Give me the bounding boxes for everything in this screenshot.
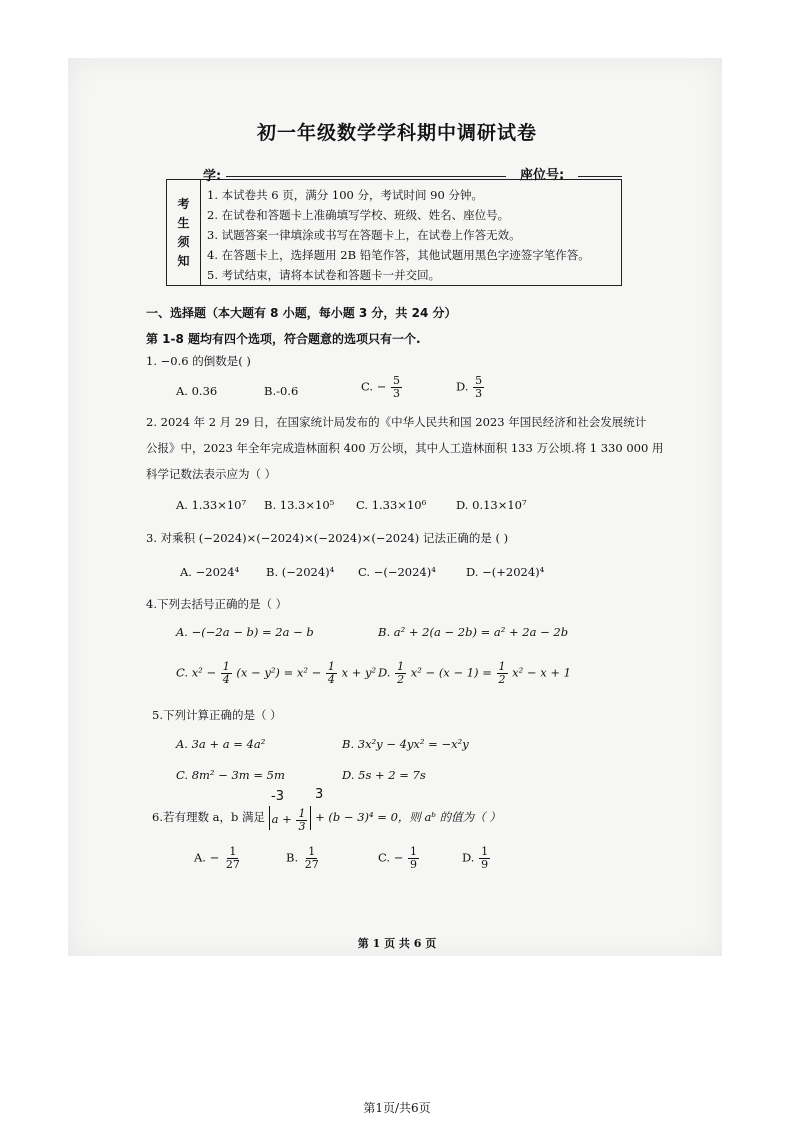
q6-option-b-label: B. [286, 850, 299, 865]
notice-item: 2. 在试卷和答题卡上准确填写学校、班级、姓名、座位号。 [207, 208, 510, 222]
notice-item: 5. 考试结束，请将本试卷和答题卡一并交回。 [207, 268, 441, 282]
q4-d-part: x² − (x − 1) = [410, 665, 492, 680]
section-title: 一、选择题（本大题有 8 小题，每小题 3 分，共 24 分） [146, 306, 457, 320]
q2-line-1: 2. 2024 年 2 月 29 日，在国家统计局发布的《中华人民共和国 2023 年国民经济和社会发展统计 [146, 415, 647, 429]
fraction [303, 846, 321, 871]
q6-option-c-label: C. − [378, 850, 404, 865]
numerator: 1 [298, 806, 306, 820]
absolute-value [269, 806, 312, 833]
denominator: 27 [304, 858, 319, 871]
numerator: 1 [498, 660, 506, 673]
numerator: 5 [475, 374, 483, 387]
notice-head-char: 须 [177, 234, 190, 249]
q5-option-a: A. 3a + a = 4a² [176, 737, 266, 751]
q1-option-d [456, 375, 485, 400]
numerator: 1 [308, 845, 316, 858]
page-number-outer: 第1页/共6页 [363, 1101, 431, 1115]
notice-item: 3. 试题答案一律填涂或书写在答题卡上，在试卷上作答无效。 [207, 228, 521, 242]
fraction [221, 661, 232, 686]
q4-stem: 4.下列去括号正确的是（ ） [146, 597, 288, 611]
denominator: 2 [498, 673, 506, 686]
section-subtitle: 第 1-8 题均有四个选项，符合题意的选项只有一个. [146, 332, 421, 346]
fraction [224, 846, 242, 871]
q3-option-d: D. −(+2024)⁴ [466, 565, 545, 579]
handwritten-note: 3 [315, 787, 324, 802]
notice-head-char: 考 [177, 196, 190, 211]
q6-option-a-label: A. − [194, 850, 220, 865]
denominator: 4 [222, 673, 230, 686]
notice-heading [167, 180, 201, 285]
handwritten-note: -3 [271, 789, 284, 804]
denominator: 9 [481, 858, 489, 871]
numerator: 1 [222, 660, 230, 673]
q3-option-c: C. −(−2024)⁴ [358, 565, 436, 579]
numerator: 1 [327, 660, 335, 673]
q4-c-part: (x − y²) = x² − [236, 665, 322, 680]
denominator: 3 [393, 387, 400, 400]
school-label: 学: [203, 169, 222, 184]
q2-option-c: C. 1.33×10⁶ [356, 498, 427, 512]
q6-option-c [378, 846, 420, 871]
q3-option-b: B. (−2024)⁴ [266, 565, 335, 579]
q4-d-part: D. [378, 665, 391, 680]
notice-item: 1. 本试卷共 6 页，满分 100 分，考试时间 90 分钟。 [207, 188, 483, 202]
q4-c-part: C. x² − [176, 665, 217, 680]
notice-list [207, 185, 590, 285]
q1-option-b: B.-0.6 [264, 384, 299, 398]
fraction [395, 661, 406, 686]
q6-option-d-label: D. [462, 850, 475, 865]
school-blank-line [226, 176, 506, 177]
fraction [473, 375, 484, 400]
denominator: 3 [475, 387, 483, 400]
q6-option-b [286, 846, 322, 871]
exam-notice-box [166, 179, 622, 286]
fraction [296, 808, 307, 833]
notice-item: 4. 在答题卡上，选择题用 2B 铅笔作答，其他试题用黑色字迹签字笔作答。 [207, 248, 590, 262]
notice-head-char: 生 [177, 215, 190, 230]
denominator: 2 [397, 673, 405, 686]
fraction [497, 661, 508, 686]
numerator: 1 [410, 845, 417, 858]
q4-option-a: A. −(−2a − b) = 2a − b [176, 625, 314, 639]
denominator: 9 [410, 858, 417, 871]
q4-c-part: x + y² [341, 665, 377, 680]
q5-stem: 5.下列计算正确的是（ ） [152, 708, 282, 722]
q1-option-a: A. 0.36 [176, 384, 218, 398]
exam-title: 初一年级数学学科期中调研试卷 [256, 122, 537, 144]
notice-head-char: 知 [177, 253, 190, 268]
q2-option-a: A. 1.33×10⁷ [176, 498, 247, 512]
q4-d-part: x² − x + 1 [512, 665, 571, 680]
q1-option-c [361, 375, 403, 400]
q2-option-d: D. 0.13×10⁷ [456, 498, 527, 512]
numerator: 1 [481, 845, 489, 858]
q3-stem: 3. 对乘积 (−2024)×(−2024)×(−2024)×(−2024) 记法正确的是 ( ) [146, 531, 509, 545]
q6-abs-text: a + [271, 812, 292, 826]
q6-stem [152, 804, 501, 833]
fraction [479, 846, 490, 871]
q2-line-2: 公报》中，2023 年全年完成造林面积 400 万公顷，其中人工造林面积 133 万公顷.将 1 330 000 用 [146, 441, 664, 455]
q4-option-b: B. a² + 2(a − 2b) = a² + 2a − 2b [378, 625, 569, 639]
q5-option-d: D. 5s + 2 = 7s [342, 768, 426, 782]
fraction [391, 375, 402, 400]
fraction [326, 661, 337, 686]
seat-blank-line [578, 176, 622, 177]
denominator: 27 [225, 858, 240, 871]
numerator: 5 [393, 374, 400, 387]
q6-stem-text: 6.若有理数 a，b 满足 [152, 810, 266, 824]
numerator: 1 [229, 845, 237, 858]
q5-option-b: B. 3x²y − 4yx² = −x²y [342, 737, 469, 751]
q1-option-c-label: C. − [361, 379, 387, 394]
q6-option-d [462, 846, 491, 871]
q2-option-b: B. 13.3×10⁵ [264, 498, 335, 512]
q4-option-c [176, 661, 376, 686]
denominator: 4 [327, 673, 335, 686]
fraction [408, 846, 419, 871]
q6-stem-text: + (b − 3)⁴ = 0，则 aᵇ 的值为（ ） [315, 810, 501, 824]
numerator: 1 [397, 660, 405, 673]
q1-option-d-label: D. [456, 379, 469, 394]
seat-label: 座位号: [520, 168, 565, 183]
q6-option-a [194, 846, 243, 871]
denominator: 3 [298, 819, 306, 833]
q1-stem: 1. −0.6 的倒数是( ) [146, 354, 251, 368]
q5-option-c: C. 8m² − 3m = 5m [176, 768, 285, 782]
q2-line-3: 科学记数法表示应为（ ） [146, 467, 277, 481]
q3-option-a: A. −2024⁴ [180, 565, 240, 579]
q4-option-d [378, 661, 571, 686]
page-number-inner: 第 1 页 共 6 页 [357, 937, 437, 950]
